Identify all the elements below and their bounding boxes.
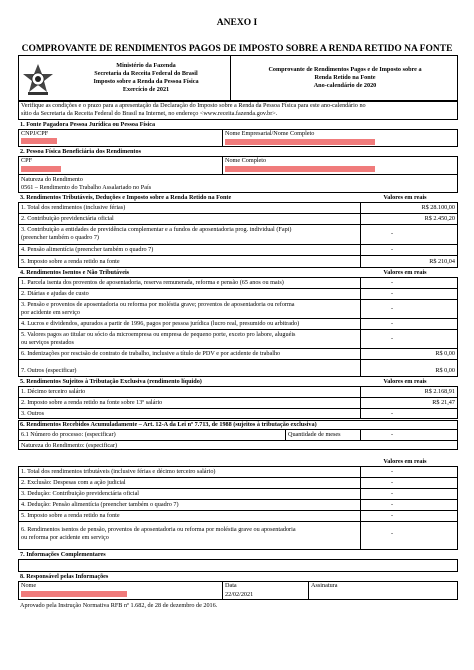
responsible-name-label: Nome bbox=[21, 582, 37, 589]
table-row-label: 7. Outros (especificar) bbox=[21, 367, 77, 374]
notice-line-2: sítio da Secretaria da Receita Federal do Brasil na Internet, no endereço <www.receita.fazenda.gov.br>. bbox=[21, 110, 278, 117]
form-name-line-1: Comprovante de Rendimentos Pagos e de Imposto sobre a bbox=[268, 66, 422, 73]
issuer-line-4: Exercício de 2021 bbox=[122, 86, 170, 93]
table-row-label: 3. Dedução: Contribuição previdenciária oficial bbox=[21, 490, 140, 497]
table-row-value: R$ 2.450,20 bbox=[424, 215, 455, 222]
table-row-label: 5. Imposto sobre a renda retido na fonte bbox=[21, 512, 120, 519]
coat-of-arms-icon bbox=[21, 63, 55, 97]
process-number-label: 6.1 Número do processo: (especificar) bbox=[21, 431, 116, 438]
table-row-label: 6. Indenizações por rescisão de contrato de trabalho, inclusive a título de PDV e por acidente de trabalho bbox=[21, 350, 281, 357]
table-row-value: R$ 28.100,00 bbox=[421, 204, 455, 211]
section-1-title: 1. Fonte Pagadora Pessoa Jurídica ou Pessoa Física bbox=[20, 121, 156, 128]
table-row-label: 1. Total dos rendimentos (inclusive férias) bbox=[21, 204, 126, 211]
section-2-title: 2. Pessoa Física Beneficiária dos Rendimentos bbox=[20, 148, 141, 155]
table-row-label: 4. Lucros e dividendos, apurados a partir de 1996, pagos por pessoa jurídica (lucro real, presumido ou arbitrado) bbox=[21, 320, 300, 327]
beneficiary-name-label: Nome Completo bbox=[225, 157, 267, 164]
table-row-value: - bbox=[390, 246, 394, 253]
table-row-label-continued: (preencher também o quadro 7) bbox=[21, 234, 99, 241]
section-4-title: 4. Rendimentos Isentos e Não Tributáveis bbox=[20, 269, 130, 276]
section-3-values-header: Valores em reais bbox=[383, 194, 427, 201]
section-4-values-header: Valores em reais bbox=[383, 269, 427, 276]
table-row-label-continued: ou serviços prestados bbox=[21, 339, 74, 346]
income-nature-value: 0561 – Rendimento do Trabalho Assalariado no País bbox=[21, 184, 152, 191]
table-row-label: 2. Exclusão: Despesas com a ação judicial bbox=[21, 479, 126, 486]
cpf-redaction bbox=[21, 166, 61, 172]
table-row-value: R$ 210,04 bbox=[429, 258, 455, 265]
section-5-values-header: Valores em reais bbox=[383, 378, 427, 385]
table-row-value: - bbox=[390, 279, 394, 286]
cnpj-label: CNPJ/CPF bbox=[21, 130, 49, 137]
table-row-label: 2. Contribuição previdenciária oficial bbox=[21, 215, 114, 222]
table-row-value: - bbox=[390, 290, 394, 297]
notice-line-1: Verifique as condições e o prazo para a apresentação da Declaração do Imposto sobre a Renda da Pessoa Física para este ano-calendário no bbox=[21, 102, 366, 109]
annex-title: ANEXO I bbox=[216, 18, 258, 28]
table-row-label: 5. Valores pagos ao titular ou sócio da microempresa ou empresa de pequeno porte, exceto pro labore, aluguéis bbox=[21, 331, 296, 338]
table-row-label-continued: por acidente em serviço bbox=[21, 309, 80, 316]
section-6-values-header: Valores em reais bbox=[383, 458, 427, 465]
table-row-label: 2. Imposto sobre a renda retido na fonte sobre 13º salário bbox=[21, 399, 163, 406]
table-row-label-continued: ou reforma por acidente em serviço bbox=[21, 534, 109, 541]
payer-name-label: Nome Empresarial/Nome Completo bbox=[225, 130, 315, 137]
table-row-label: 1. Total dos rendimentos tributáveis (inclusive férias e décimo terceiro salário) bbox=[21, 468, 216, 475]
responsible-name-redaction bbox=[21, 591, 127, 597]
months-quantity-value: - bbox=[390, 431, 394, 438]
table-row-value: R$ 0,00 bbox=[435, 367, 455, 374]
payer-name-redaction bbox=[225, 139, 375, 145]
section-8-title: 8. Responsável pelas Informações bbox=[20, 573, 109, 580]
accumulated-nature-label: Natureza do Rendimento: (especificar) bbox=[21, 442, 118, 449]
income-nature-label: Natureza do Rendimento bbox=[21, 176, 83, 183]
table-row-value: - bbox=[390, 479, 394, 486]
section-5-title: 5. Rendimentos Sujeitos à Tributação Exclusiva (rendimento líquido) bbox=[20, 378, 202, 385]
table-row-value: - bbox=[390, 320, 394, 327]
table-row-label: 4. Dedução: Pensão alimentícia (preencher também o quadro 7) bbox=[21, 501, 179, 508]
date-label: Data bbox=[225, 582, 237, 589]
table-row-value: - bbox=[390, 230, 394, 237]
table-row-value: R$ 0,00 bbox=[435, 350, 455, 357]
section-7-box bbox=[18, 559, 458, 572]
issuer-line-2: Secretaria da Receita Federal do Brasil bbox=[94, 70, 198, 77]
table-row-label: 3. Outros bbox=[21, 410, 45, 417]
section-6-title: 6. Rendimentos Recebidos Acumuladamente – Art. 12-A da Lei nº 7.713, de 1988 (sujeitos à tributação exclusiva) bbox=[20, 421, 317, 428]
table-row-value: R$ 2.168,91 bbox=[424, 388, 455, 395]
table-row-label: 3. Contribuição a entidades de previdência complementar e a fundos de aposentadoria prog. individual (Fapi) bbox=[21, 226, 292, 233]
document-title: COMPROVANTE DE RENDIMENTOS PAGOS DE IMPOSTO SOBRE A RENDA RETIDO NA FONTE bbox=[21, 44, 453, 54]
form-name-line-3: Ano-calendário de 2020 bbox=[313, 82, 377, 89]
table-row-value: - bbox=[390, 530, 394, 537]
beneficiary-name-redaction bbox=[225, 166, 375, 172]
cnpj-redaction bbox=[21, 138, 57, 144]
signature-label: Assinatura bbox=[311, 582, 338, 589]
table-row-value: - bbox=[390, 512, 394, 519]
table-row-value: - bbox=[390, 305, 394, 312]
table-row-label: 5. Imposto sobre a renda retido na fonte bbox=[21, 258, 120, 265]
months-quantity-label: Quantidade de meses bbox=[288, 431, 341, 438]
table-row-label: 2. Diárias e ajudas de custo bbox=[21, 290, 89, 297]
section-3-title: 3. Rendimentos Tributáveis, Deduções e Imposto sobre a Renda Retido na Fonte bbox=[20, 194, 232, 201]
date-value: 22/02/2021 bbox=[225, 591, 254, 598]
section-7-title: 7. Informações Complementares bbox=[20, 551, 106, 558]
issuer-line-1: Ministério da Fazenda bbox=[116, 62, 176, 69]
table-row-label: 3. Pensão e proventos de aposentadoria ou reforma por moléstia grave; proventos de aposentadoria ou reforma bbox=[21, 301, 295, 308]
table-row-value: - bbox=[390, 468, 394, 475]
table-row-label: 6. Rendimentos isentos de pensão, proventos de aposentadoria ou reforma por moléstia grave ou aposentadoria bbox=[21, 526, 296, 533]
cpf-label: CPF bbox=[21, 157, 33, 164]
table-row-label: 1. Décimo terceiro salário bbox=[21, 388, 86, 395]
table-row-value: R$ 21,47 bbox=[432, 399, 455, 406]
table-row-value: - bbox=[390, 335, 394, 342]
table-row-label: 4. Pensão alimentícia (preencher também o quadro 7) bbox=[21, 246, 154, 253]
table-row-label: 1. Parcela isenta dos proventos de aposentadoria, reserva remunerada, reforma e pensão (65 anos ou mais) bbox=[21, 279, 284, 286]
table-row-value: - bbox=[390, 410, 394, 417]
form-name-line-2: Renda Retido na Fonte bbox=[314, 74, 376, 81]
table-row-value: - bbox=[390, 490, 394, 497]
table-row-value: - bbox=[390, 501, 394, 508]
footer-note: Aprovado pela Instrução Normativa RFB nº 1.682, de 28 de dezembro de 2016. bbox=[20, 602, 218, 609]
issuer-line-3: Imposto sobre a Renda da Pessoa Física bbox=[93, 78, 199, 85]
